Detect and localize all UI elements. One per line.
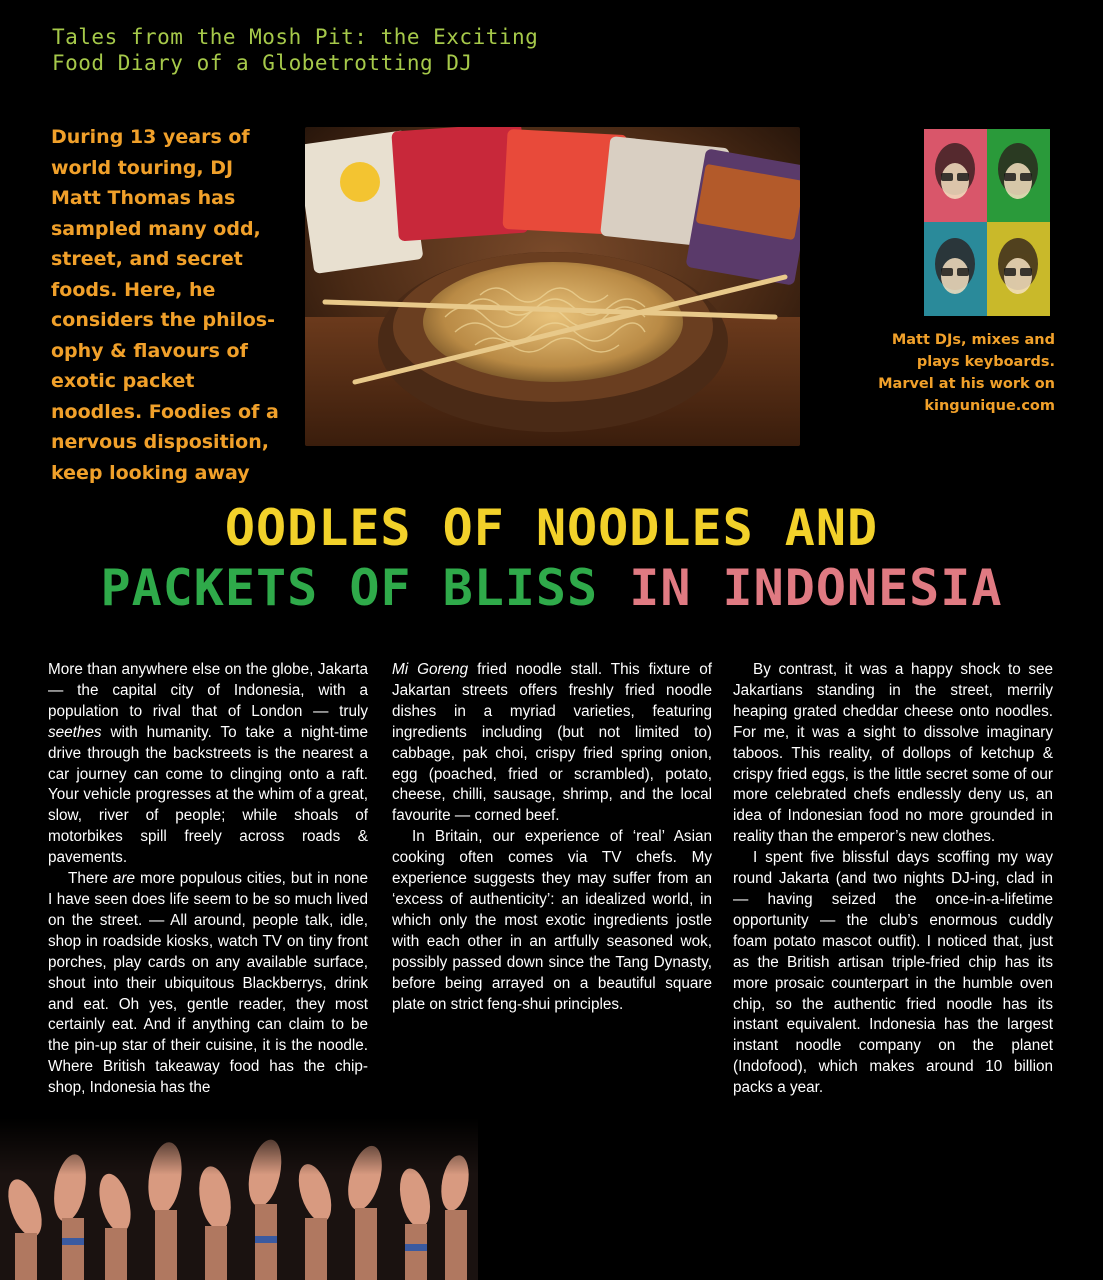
p1-text-rest: with humanity. To take a night-time drive through the backstreets is the nearest a car journey can come to clinging onto a raft. Your vehicle progresses at the whim of a great, slow, river of people; while shoals of motorbikes spill freely across roads & pavements.: [48, 723, 368, 867]
dj-portrait-popart: [924, 129, 1050, 316]
headline: [0, 498, 1103, 618]
article-paragraph: [48, 660, 368, 869]
article-paragraph: I spent five blissful days scoffing my way round Jakarta (and two nights DJ-ing, clad in — having seized the once-in-a-lifetime opportunity — the club’s enormous cuddly foam potato mascot outfit). I noticed that, just as the British artisan triple-fried chip has its more prosaic counterpart in the humble oven chip, so the authentic fried noodle has its instant equivalent. Indonesia has the largest instant noodle company on the planet (Indofood), which makes around 10 billion packs a year.: [733, 849, 1053, 1097]
article-paragraph: [392, 660, 712, 827]
noodle-bowl-photo: [305, 127, 800, 446]
article-column-3: [733, 660, 1053, 1099]
article-column-1: [48, 660, 368, 1099]
p2-text-c: fried noodle stall. This fixture of Jakartan streets offers freshly fried noodle dishes in a myriad varieties, featuring ingredients including (but not limited to) cabbage, pak choi, crispy fried spring onion, egg (poached, fried or scrambled), potato, cheese, chilli, sausage, shrimp, and the local favourite — corned beef.: [392, 661, 713, 825]
p2-text-b: more populous cities, but in none I have seen does life seem to be so much lived on the street. — All around, people talk, idle, shop in roadside kiosks, watch TV on tiny front porches, play cards on any available surface, shout into their ubiquitous Blackberrys, drink and eat. Oh yes, gentle reader, they most certainly eat. And if anything can claim to be the pin-up star of their cuisine, it is the noodle. Where British takeaway food has the chip-shop, Indonesia has the: [48, 870, 368, 1097]
article-column-2: [392, 660, 712, 1015]
headline-line-2: [0, 558, 1103, 618]
p2-emphasis-2: Mi Goreng: [392, 661, 469, 678]
portrait-caption-text: Matt DJs, mixes and plays keyboards. Marvel at his work on kingunique.com: [878, 332, 1055, 414]
headline-pink-part: IN INDONESIA: [629, 559, 1003, 617]
p2-emphasis: are: [112, 870, 136, 888]
kicker-line-2: Food Diary of a Globetrotting DJ: [52, 51, 473, 75]
kicker-line-1: Tales from the Mosh Pit: the Exciting: [52, 25, 539, 49]
kicker-title: [52, 24, 672, 76]
intro-text: During 13 years of world touring, DJ Matt Thomas has sampled many odd, street, and secret foods. Here, he considers the philosophy & flavours of exotic packet noodles. Foodies of a nervous disposition, keep looking away: [51, 126, 279, 484]
article-paragraph: In Britain, our experience of ‘real’ Asian cooking often comes via TV chefs. My experience suggests they may suffer from an ‘excess of authenticity’: an idealized world, in which only the most exotic ingredients jostle with each other in an artfully seasoned wok, possibly passed down since the Tang Dynasty, before being arrayed on a beautiful square plate on strict feng-shui principles.: [392, 828, 712, 1013]
article-paragraph: By contrast, it was a happy shock to see Jakartians standing in the street, merrily heaping grated cheddar cheese onto noodles. For me, it was a sight to dissolve imaginary taboos. This reality, of dollops of ketchup & crispy fried eggs, is the little secret some of our more celebrated chefs endlessly deny us, an idea of Indonesian food no more grounded in reality than the emperor’s new clothes.: [733, 661, 1053, 846]
portrait-caption: [870, 329, 1055, 417]
headline-line-1: OODLES OF NOODLES AND: [224, 499, 879, 557]
p2-text-a: There: [68, 870, 108, 888]
crowd-hands-photo: [0, 1118, 478, 1280]
p1-emphasis: seethes: [48, 723, 102, 741]
article-paragraph: [48, 869, 368, 1099]
headline-green-part: PACKETS OF BLISS: [100, 559, 599, 617]
p1-text: More than anywhere else on the globe, Jakarta — the capital city of Indonesia, with a population to rival that of London — truly: [48, 661, 368, 720]
intro-standfirst: [51, 122, 283, 488]
